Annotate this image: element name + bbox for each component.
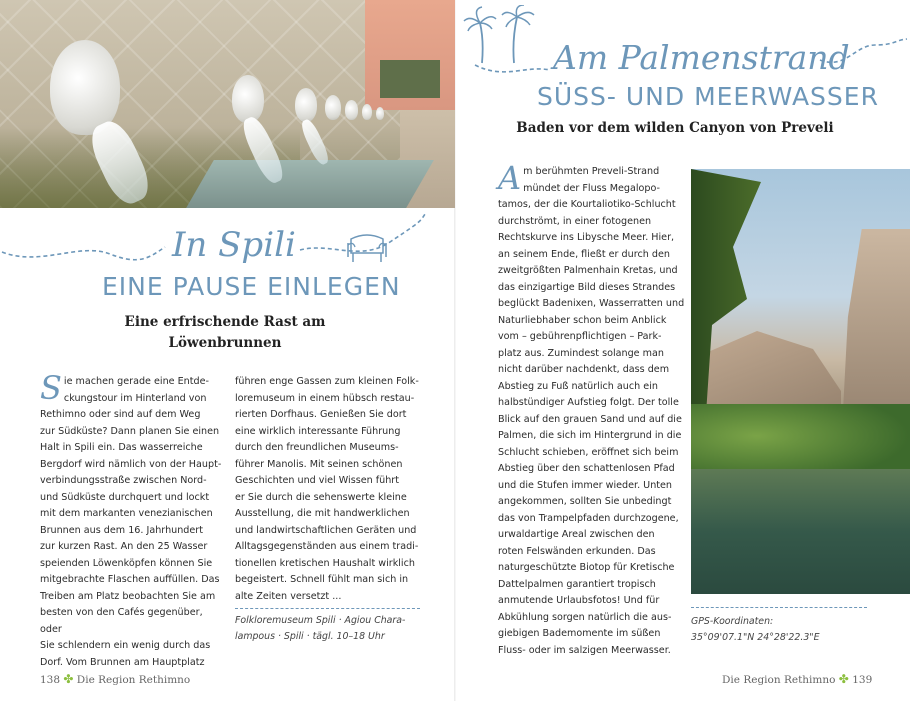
right-footer <box>722 672 872 686</box>
text-line: Fluss- oder im salzigen Meerwasser. <box>498 644 671 656</box>
text-line: Abstieg über den schattenlosen Pfad <box>498 463 675 474</box>
text-line: vom – gebührenpflichtigen – Park- <box>498 331 662 342</box>
gps-info <box>691 614 906 646</box>
museum-info <box>235 613 425 645</box>
info-divider <box>235 608 420 609</box>
text-line: giebigen Bademomente im süßen <box>498 628 661 639</box>
text-line: und Südküste durchquert und lockt <box>40 491 210 503</box>
text-line: Palmen, die sich im Hintergrund in die <box>498 430 682 441</box>
text-line: an seinem Ende, fließt er durch den <box>498 248 670 260</box>
text-line: Naturliebhaber schon beim Anblick <box>498 314 667 326</box>
preveli-canyon-photo <box>691 169 910 594</box>
text-line: mitgebrachte Flaschen auffüllen. Das <box>40 574 220 585</box>
text-line: durchströmt, in einer fotogenen <box>498 215 652 227</box>
text-line: Rethimno oder sind auf dem Weg <box>40 409 201 420</box>
text-line: Dorf. Vom Brunnen am Hauptplatz <box>40 656 205 668</box>
text-line: m berühmten Preveli-Strand <box>523 166 660 177</box>
text-line: führer Manolis. Mit seinen schönen <box>235 458 403 470</box>
dropcap: S <box>40 369 62 407</box>
page-number: 138 <box>40 674 61 686</box>
text-line: begeistert. Schnell fühlt man sich in <box>235 574 409 585</box>
left-subtitle-line: Eine erfrischende Rast am <box>124 314 326 330</box>
text-line: mit dem markanten venezianischen <box>40 508 213 519</box>
footer-region: Die Region Rethimno <box>76 674 191 686</box>
right-caps-title: SÜSS- UND MEERWASSER <box>537 82 879 111</box>
left-column-2 <box>235 374 425 605</box>
text-line: alte Zeiten versetzt ... <box>235 590 342 602</box>
right-column <box>498 159 686 659</box>
left-column-1 <box>40 369 226 671</box>
text-line: Halt in Spili ein. Das wasserreiche <box>40 442 203 453</box>
left-subtitle-line: Löwenbrunnen <box>168 335 282 351</box>
lion-fountain-photo <box>0 0 455 208</box>
text-line: durch den freundlichen Museums- <box>235 442 399 453</box>
text-line: nicht darüber nachdenkt, dass dem <box>498 364 670 375</box>
text-line: speienden Löwenköpfen können Sie <box>40 557 213 569</box>
text-line: Sie schlendern ein wenig durch das <box>40 640 211 651</box>
text-line: roten Felswänden erkunden. Das <box>498 545 656 557</box>
text-line: verbindungsstraße zwischen Nord- <box>40 475 207 486</box>
text-line: rierten Dorfhaus. Genießen Sie dort <box>235 409 407 420</box>
text-line: und landwirtschaftlichen Geräten und <box>235 524 417 536</box>
clover-icon: ✤ <box>63 672 74 686</box>
text-line: tionellen kretischen Haushalt wirklich <box>235 557 415 569</box>
text-line: loremuseum in einem hübsch restau- <box>235 392 415 404</box>
gps-divider <box>691 607 867 608</box>
text-line: urwaldartige Areal zwischen den <box>498 529 655 540</box>
text-line: Rechtskurve ins Libysche Meer. Hier, <box>498 232 675 243</box>
text-line: ckungstour im Hinterland von <box>63 392 207 404</box>
text-line: zur Südküste? Dann planen Sie einen <box>40 425 220 437</box>
text-line: Alltagsgegenständen aus einem tradi- <box>235 541 419 552</box>
text-line: naturgeschützte Biotop für Kretische <box>498 562 675 573</box>
armchair-icon <box>345 225 389 265</box>
text-line: das von Trampelpfaden durchzogene, <box>498 512 679 524</box>
text-line: platz aus. Zumindest solange man <box>498 347 664 359</box>
left-subtitle <box>90 312 360 354</box>
text-line: zur kurzen Rast. An den 25 Wasser <box>40 541 208 552</box>
left-script-title: In Spili <box>172 225 296 265</box>
text-line: besten von den Cafés gegenüber, oder <box>40 607 203 635</box>
text-line: Geschichten und viel Wissen führt <box>235 475 399 486</box>
text-line: tamos, der die Kourtaliotiko-Schlucht <box>498 199 676 210</box>
text-line: Blick auf den grauen Sand und auf die <box>498 413 682 425</box>
text-line: und die Stufen immer wieder. Unten <box>498 479 673 491</box>
text-line: Ausstellung, die mit handwerklichen <box>235 508 410 519</box>
page-number: 139 <box>852 674 873 686</box>
text-line: ie machen gerade eine Entde- <box>63 376 209 387</box>
text-line: Dattelpalmen garantiert tropisch <box>498 578 656 590</box>
text-line: Treiben am Platz beobachten Sie am <box>40 590 216 602</box>
text-line: Schlucht schieben, eröffnet sich beim <box>498 446 679 458</box>
text-line: angekommen, sollten Sie unbedingt <box>498 496 672 507</box>
text-line: Abkühlung sorgen natürlich die aus- <box>498 611 672 623</box>
text-line: führen enge Gassen zum kleinen Folk- <box>235 376 419 387</box>
text-line: mündet der Fluss Megalopo- <box>523 182 660 194</box>
left-caps-title: EINE PAUSE EINLEGEN <box>102 272 401 301</box>
right-subtitle: Baden vor dem wilden Canyon von Preveli <box>516 120 834 136</box>
text-line: halbstündiger Aufstieg folgt. Der tolle <box>498 397 679 408</box>
text-line: das einzigartige Bild dieses Strandes <box>498 281 676 293</box>
text-line: Brunnen aus dem 16. Jahrhundert <box>40 524 204 536</box>
text-line: Bergdorf wird nämlich von der Haupt- <box>40 458 222 470</box>
text-line: eine wirklich interessante Führung <box>235 425 401 437</box>
text-line: Abstieg zu Fuß natürlich auch ein <box>498 380 658 392</box>
dropcap: A <box>498 159 522 197</box>
text-line: anmutende Urlaubsfotos! Und für <box>498 595 660 606</box>
info-line: lampous · Spili · tägl. 10–18 Uhr <box>235 631 385 642</box>
footer-region: Die Region Rethimno <box>722 674 836 686</box>
text-line: beglückt Badenixen, Wasserratten und <box>498 298 685 309</box>
right-script-title: Am Palmenstrand <box>553 38 850 77</box>
text-line: zweitgrößten Palmenhain Kretas, und <box>498 265 678 276</box>
left-footer <box>40 672 190 686</box>
gps-label: GPS-Koordinaten: <box>691 616 774 627</box>
clover-icon: ✤ <box>838 672 849 686</box>
gps-value: 35°09'07.1"N 24°28'22.3"E <box>691 632 820 643</box>
info-line: Folkloremuseum Spili · Agiou Chara- <box>235 615 406 626</box>
text-line: er Sie durch die sehenswerte kleine <box>235 491 407 503</box>
